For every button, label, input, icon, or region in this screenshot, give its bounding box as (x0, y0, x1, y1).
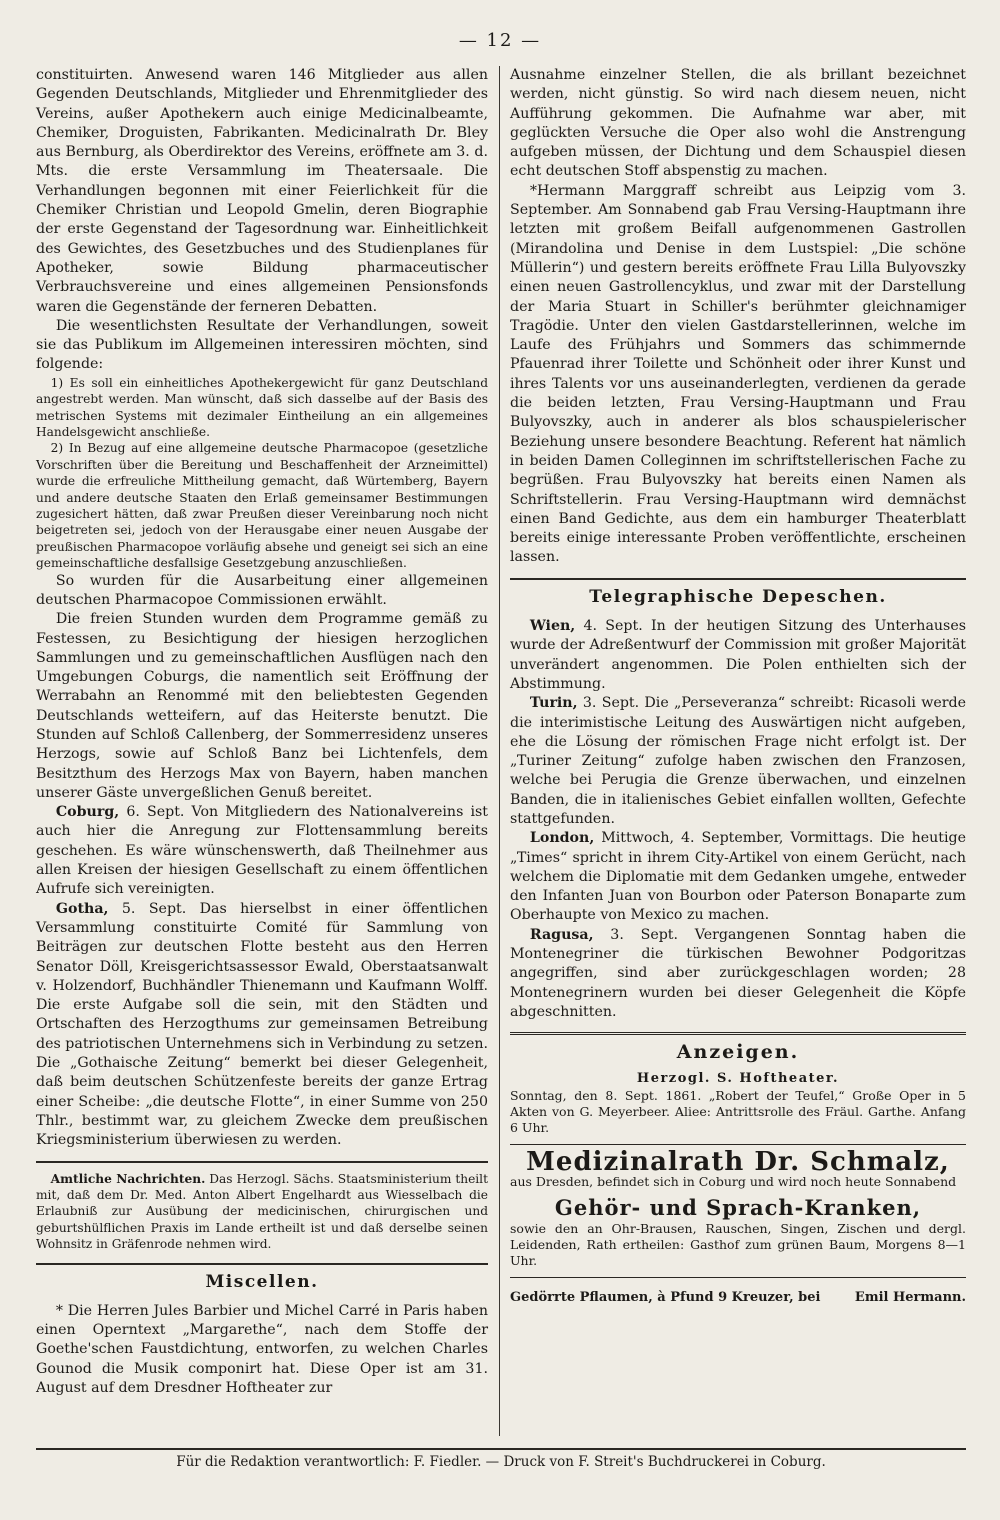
gotha-news-paragraph (36, 900, 488, 1151)
dateline-gotha: Gotha, (55, 900, 109, 917)
advertisement-headline: Gehör- und Sprach-Kranken, (554, 1195, 922, 1221)
theater-announcement: Sonntag, den 8. Sept. 1861. „Robert der Teufel,“ Große Oper in 5 Akten von G. Meyerbeer. Aliee: Antrittsrolle des Fräul. Garthe. Anfang 6 Uhr. (510, 1087, 966, 1135)
left-column (36, 66, 488, 1398)
advertisement-doctor-text: aus Dresden, befindet sich in Coburg und wird noch heute Sonnabend (510, 1174, 957, 1190)
section-divider (510, 1277, 966, 1278)
result-item-1: 1) Es soll ein einheitliches Apothekergewicht für ganz Deutschland angestrebt werden. Man wünscht, daß sich dasselbe auf der Basis des metrischen Systems mit dezimaler Eintheilung an ein allgemeines Handelsgewicht anschließe. (36, 375, 488, 439)
dateline-coburg: Coburg, (55, 804, 120, 821)
section-divider (36, 1263, 488, 1265)
dateline-vienna: Wien, (529, 618, 576, 635)
telegraph-heading: Telegraphische Depeschen. (589, 586, 887, 607)
opera-continuation-paragraph: Ausnahme einzelner Stellen, die als brillant bezeichnet werden, nicht günstig. So wird nach diesem neuen, nicht Aufführung gekommen. Die Aufnahme war aber, mit geglückten Versuche die Oper also wohl die Anstrengung aufgeben müssen, der Dichtung und dem Schauspiel diesen echt deutschen Stoff abspenstig zu machen. (510, 67, 966, 180)
advertisement-plums (510, 1288, 966, 1307)
section-divider (510, 1032, 966, 1035)
dateline-london: London, (529, 830, 595, 847)
official-news-text: Das Herzogl. Sächs. Staatsministerium theilt mit, daß dem Dr. Med. Anton Albert Engelhardt aus Wiesselbach die Erlaubniß zur Ausübung der medicinischen, chirurgischen und geburtshülflichen Praxis im Lande ertheilt ist und daß derselbe seinen Wohnsitz in Gräfenrode nehmen wird. (36, 1171, 488, 1252)
article-pharmacists-paragraph: constituirten. Anwesend waren 146 Mitglieder aus allen Gegenden Deutschlands, Mitglieder und Ehrenmitglieder des Vereins, außer Apothekern auch einige Medicinalbeamte, Chemiker, Droguisten, Fabrikanten. Medicinalrath Dr. Bley aus Bernburg, als Oberdirektor des Vereins, eröffnete am 3. d. Mts. die erste Versammlung im Theatersaale. Die Verhandlungen begonnen mit einer Feierlichkeit für die Chemiker Christian und Leopold Gmelin, deren Biographie der erste Gegenstand der Tagesordnung war. Einheitlichkeit des Gewichtes, des Gesetzbuches und des Studienplanes für Apotheker, sowie Bildung pharmaceutischer Verbrauchsvereine und eines allgemeinen Pensionsfonds waren die Gegenstände der ferneren Debatten. (36, 67, 488, 315)
official-news-paragraph (36, 1171, 488, 1253)
section-divider (510, 1144, 966, 1145)
official-news-heading: Amtliche Nachrichten. (50, 1171, 206, 1186)
advertisements-heading: Anzeigen. (676, 1041, 800, 1064)
theater-title: Herzogl. S. Hoftheater. (636, 1070, 840, 1086)
telegraph-turin (510, 694, 966, 829)
section-divider (36, 1161, 488, 1163)
coburg-news-text: 6. Sept. Von Mitgliedern des Nationalvereins ist auch hier die Anregung zur Flottensammlung bereits geschehen. Es wäre wünschenswerth, daß Theilnehmer aus allen Kreisen der hiesigen Gesellschaft zu einem öffentlichen Aufrufe sich vereinigten. (36, 804, 488, 898)
coburg-news-paragraph (36, 803, 488, 899)
marggraff-paragraph: *Hermann Marggraff schreibt aus Leipzig vom 3. September. Am Sonnabend gab Frau Versing-Hauptmann ihre letzten mit großem Beifall aufgenommenen Gastrollen (Mirandolina und Denise in dem Lustspiel: „Die schöne Müllerin“) und gestern bereits eröffnete Frau Lilla Bulyovszky einen neuen Gastrollencyklus, und zwar mit der Darstellung der Maria Stuart in Schiller's berühmter gleichnamiger Tragödie. Unter den vielen Gastdarstellerinnen, welche im Laufe des Frühjahrs und Sommers das schimmernde Pfauenrad ihrer Toilette und Schönheit oder ihrer Kunst und ihres Talents vor uns auseinanderlegten, verdienen da gerade die beiden letzten, Frau Versing-Hauptmann und Frau Bulyovszky, auch in anderer als blos schauspielerischer Beziehung unsere besondere Beachtung. Referent hat nämlich in beiden Damen Colleginnen im schriftstellerischen Fache zu begrüßen. Frau Bulyovszky hat bereits einen Namen als Schriftstellerin. Frau Versing-Hauptmann wird demnächst einen Band Gedichte, aus dem ein hamburger Theaterblatt bereits einige interessante Proben veröffentlichte, erscheinen lassen. (510, 182, 966, 566)
advertisement-doctor-details: sowie den an Ohr-Brausen, Rauschen, Singen, Zischen und dergl. Leidenden, Rath ertheilen: Gasthof zum grünen Baum, Morgens 8—1 Uhr. (510, 1221, 966, 1269)
telegraph-vienna (510, 617, 966, 694)
commission-paragraph: So wurden für die Ausarbeitung einer allgemeinen deutschen Pharmacopoe Commissionen erwählt. (36, 572, 488, 608)
dateline-ragusa: Ragusa, (529, 926, 594, 943)
telegraph-london-text: Mittwoch, 4. September, Vormittags. Die heutige „Times“ spricht in ihrem City-Artikel von einem Gerücht, nach welchem die Diplomatie mit dem Gedanken umgehe, entweder den Infanten Juan von Bourbon oder Paterson Bonaparte zum Oberhaupte von Mexico zu machen. (510, 830, 966, 924)
miscellany-paragraph: * Die Herren Jules Barbier und Michel Carré in Paris haben einen Operntext „Margarethe“, nach dem Stoffe der Goethe'schen Faustdichtung, entworfen, zu welchen Charles Gounod die Musik componirt hat. Diese Oper ist am 31. August auf dem Dresdner Hoftheater zur (36, 1302, 488, 1397)
advertisement-doctor-name: Medizinalrath Dr. Schmalz, (526, 1146, 950, 1177)
telegraph-turin-text: 3. Sept. Die „Perseveranza“ schreibt: Ricasoli werde die interimistische Leitung des Auswärtigen nicht aufgeben, ehe die Lösung der römischen Frage nicht erfolgt ist. Der „Turiner Zeitung“ zufolge haben zwischen den Franzosen, welche bei Perugia die Grenze überwachen, und einzelnen Banden, die in italienisches Gebiet einfallen wollten, Gefechte stattgefunden. (510, 695, 966, 827)
gotha-news-text: 5. Sept. Das hierselbst in einer öffentlichen Versammlung constituirte Comité für Sammlung von Beiträgen zur deutschen Flotte besteht aus den Herren Senator Döll, Kreisgerichtsassessor Ewald, Oberstaatsanwalt v. Holzendorf, Buchhändler Thienemann und Kaufmann Wolff. Die erste Aufgabe soll die sein, mit den Städten und Ortschaften des Herzogthums zur gemeinsamen Betreibung des patriotischen Unternehmens sich in Verbindung zu setzen. Die „Gothaische Zeitung“ bemerkt bei dieser Gelegenheit, daß beim deutschen Schützenfeste bereits der ganze Ertrag einer Scheibe: „die deutsche Flotte“, in einer Summe von 250 Thlr., bestimmt war, zu gleichem Zwecke dem preußischen Kriegsministerium überwiesen zu werden. (36, 900, 488, 1149)
printer-imprint: Für die Redaktion verantwortlich: F. Fiedler. — Druck von F. Streit's Buchdruckerei in Coburg. (36, 1448, 966, 1470)
column-rule (499, 66, 500, 1436)
official-news-block (36, 1171, 488, 1253)
telegraph-london (510, 829, 966, 925)
advertisement-plums-text: Gedörrte Pflaumen, à Pfund 9 Kreuzer, bei (510, 1290, 821, 1306)
results-list (36, 375, 488, 572)
results-intro-paragraph: Die wesentlichsten Resultate der Verhandlungen, soweit sie das Publikum im Allgemeinen interessiren möchten, sind folgende: (36, 317, 488, 373)
dateline-turin: Turin, (529, 695, 578, 712)
result-item-2: 2) In Bezug auf eine allgemeine deutsche Pharmacopoe (gesetzliche Vorschriften über die Bereitung und Beschaffenheit der Arzneimittel) wurde die erfreuliche Mittheilung gemacht, daß Würtemberg, Bayern und andere deutsche Staaten den Erlaß gemeinsamer Bestimmungen zugesichert hätten, daß zwar Preußen dieser Vereinbarung noch nicht beigetreten sei, jedoch von der Herausgabe einer neuen Ausgabe der preußischen Pharmacopoe vorläufig absehe und geneigt sei sich an eine gemeinschaftliche desfallsige Gesetzgebung anzuschließen. (36, 441, 488, 571)
advertisement-plums-seller: Emil Hermann. (854, 1290, 966, 1306)
telegraph-ragusa (510, 926, 966, 1022)
section-divider (510, 578, 966, 580)
telegraph-ragusa-text: 3. Sept. Vergangenen Sonntag haben die Montenegriner die türkischen Bewohner Podgoritzas angegriffen, sind aber zurückgeschlagen worden; 28 Montenegrinern wurden bei dieser Gelegenheit die Köpfe abgeschnitten. (510, 926, 966, 1020)
free-hours-paragraph: Die freien Stunden wurden dem Programme gemäß zu Festessen, zu Besichtigung der hiesigen herzoglichen Sammlungen und zu gemeinschaftlichen Ausflügen nach den Umgebungen Coburgs, die namentlich seit Eröffnung der Werrabahn an Renommé mit den beliebtesten Gegenden Deutschlands wetteifern, auf das Heiterste benutzt. Die Stunden auf Schloß Callenberg, der Sommerresidenz unseres Herzogs, sowie auf Schloß Banz bei Lichtenfels, dem Besitzthum des Herzogs Max von Bayern, haben manchen unserer Gäste unvergeßlichen Genuß bereitet. (36, 611, 488, 801)
telegraph-vienna-text: 4. Sept. In der heutigen Sitzung des Unterhauses wurde der Adreßentwurf der Commission mit großer Majorität unverändert angenommen. Die Polen enthielten sich der Abstimmung. (510, 618, 966, 692)
right-column (510, 66, 966, 1308)
miscellany-heading: Miscellen. (205, 1271, 319, 1292)
page-number: — 12 — (458, 30, 542, 51)
